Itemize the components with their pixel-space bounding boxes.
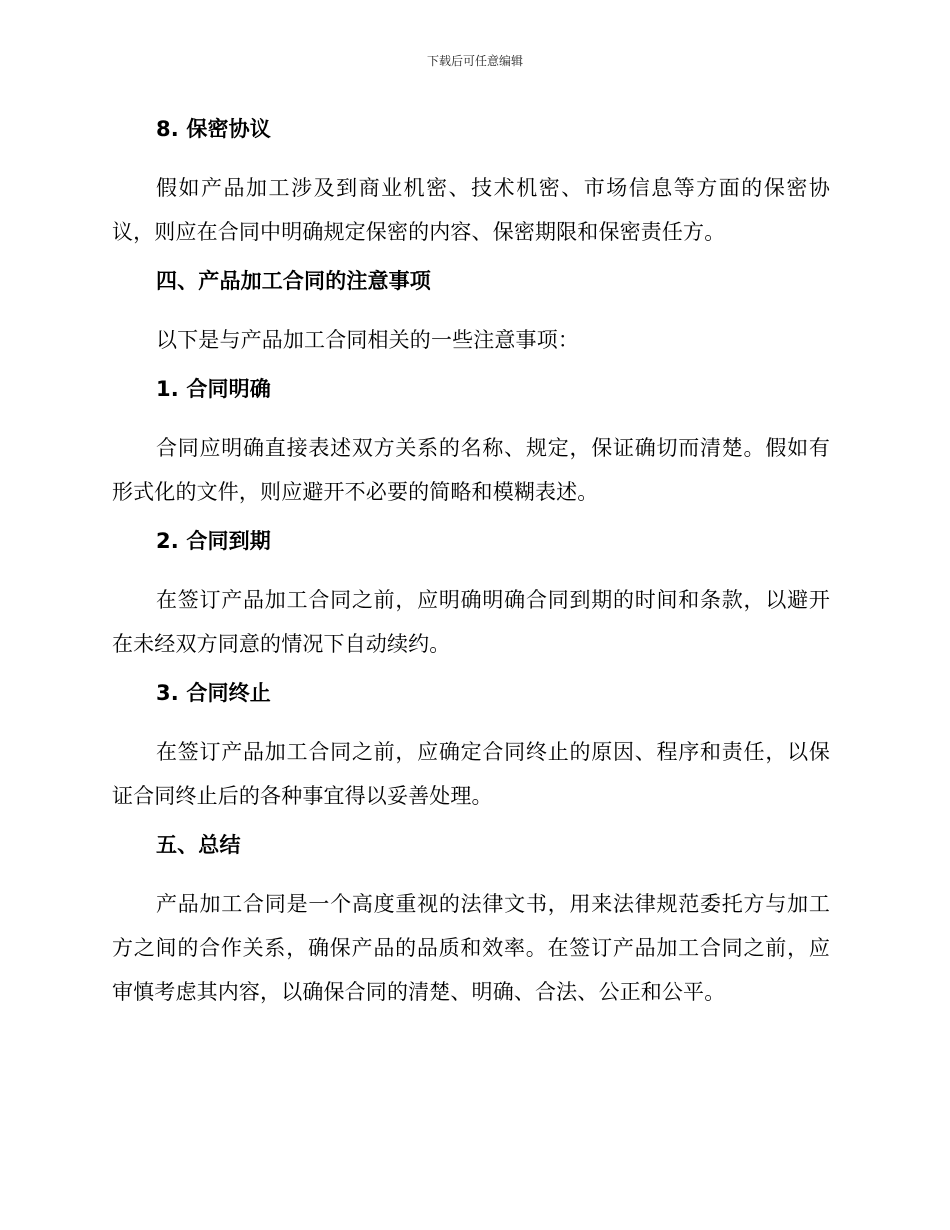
paragraph-contract-expiry: 在签订产品加工合同之前，应明确明确合同到期的时间和条款，以避开在未经双方同意的情况下自动续约。 <box>112 588 830 656</box>
paragraph-confidentiality: 假如产品加工涉及到商业机密、技术机密、市场信息等方面的保密协议，则应在合同中明确规定保密的内容、保密期限和保密责任方。 <box>112 176 830 244</box>
subheading-contract-expiry: 2. 合同到期 <box>156 529 271 553</box>
section-heading-confidentiality: 8. 保密协议 <box>156 117 271 141</box>
document-body <box>112 112 830 1024</box>
subheading-contract-termination: 3. 合同终止 <box>156 681 271 705</box>
paragraph-contract-termination: 在签订产品加工合同之前，应确定合同终止的原因、程序和责任，以保证合同终止后的各种事宜得以妥善处理。 <box>112 740 830 808</box>
section-heading-precautions: 四、产品加工合同的注意事项 <box>156 269 431 293</box>
paragraph-summary: 产品加工合同是一个高度重视的法律文书，用来法律规范委托方与加工方之间的合作关系，确保产品的品质和效率。在签订产品加工合同之前，应审慎考虑其内容，以确保合同的清楚、明确、合法、公正和公平。 <box>112 892 830 1004</box>
page-header-note: 下载后可任意编辑 <box>426 54 523 68</box>
subheading-contract-clear: 1. 合同明确 <box>156 377 271 401</box>
paragraph-contract-clear: 合同应明确直接表述双方关系的名称、规定，保证确切而清楚。假如有形式化的文件，则应避开不必要的简略和模糊表述。 <box>112 436 830 504</box>
paragraph-precautions-intro: 以下是与产品加工合同相关的一些注意事项： <box>156 328 579 352</box>
section-heading-summary: 五、总结 <box>156 833 241 857</box>
